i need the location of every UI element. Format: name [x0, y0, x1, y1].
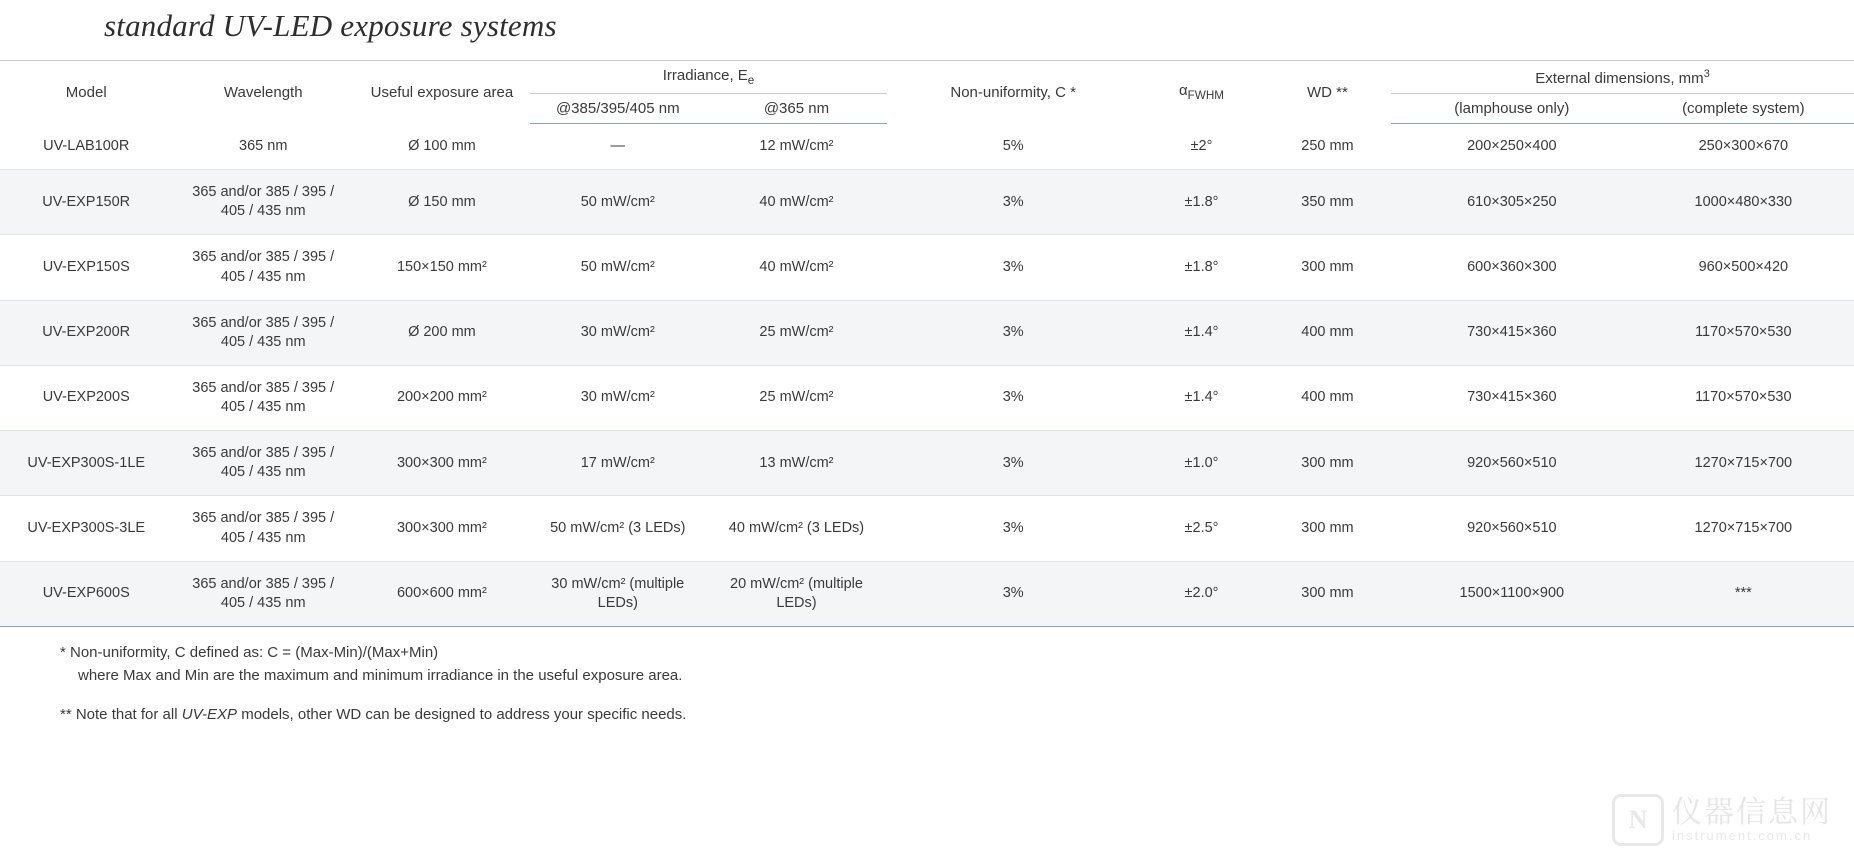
cell-model[interactable]: UV-EXP200R: [0, 300, 172, 365]
header-group-row: [0, 61, 1854, 94]
col-header-ext-lamphouse: (lamphouse only): [1391, 94, 1633, 124]
cell-useful-area: 150×150 mm²: [354, 235, 530, 300]
watermark: [1612, 794, 1832, 846]
col-group-external-dimensions: [1391, 61, 1854, 94]
cell-ext-lamphouse: 600×360×300: [1391, 235, 1633, 300]
cell-afwhm: ±1.8°: [1139, 235, 1264, 300]
table-row: [0, 365, 1854, 430]
cell-irradiance-365: 13 mW/cm²: [706, 431, 888, 496]
cell-wd: 250 mm: [1264, 124, 1391, 170]
cell-wavelength: 365 and/or 385 / 395 / 405 / 435 nm: [172, 235, 354, 300]
cell-wavelength: 365 and/or 385 / 395 / 405 / 435 nm: [172, 496, 354, 561]
cell-irradiance-385: 50 mW/cm²: [530, 235, 706, 300]
cell-irradiance-385: 50 mW/cm²: [530, 170, 706, 235]
footnote-2: [60, 703, 1854, 726]
footnote-2-suffix: models, other WD can be designed to address your specific needs.: [237, 706, 687, 724]
cell-ext-lamphouse: 1500×1100×900: [1391, 561, 1633, 626]
footnote-1-line-2: where Max and Min are the maximum and minimum irradiance in the useful exposure area.: [78, 667, 683, 685]
cell-wavelength: 365 and/or 385 / 395 / 405 / 435 nm: [172, 170, 354, 235]
cell-ext-complete: 1000×480×330: [1633, 170, 1854, 235]
table-row: [0, 431, 1854, 496]
cell-wd: 400 mm: [1264, 300, 1391, 365]
cell-afwhm: ±1.0°: [1139, 431, 1264, 496]
cell-afwhm: ±2.5°: [1139, 496, 1264, 561]
cell-afwhm: ±2.0°: [1139, 561, 1264, 626]
cell-ext-complete: 1170×570×530: [1633, 365, 1854, 430]
cell-useful-area: 200×200 mm²: [354, 365, 530, 430]
cell-wd: 350 mm: [1264, 170, 1391, 235]
cell-irradiance-385: 30 mW/cm²: [530, 300, 706, 365]
afwhm-subscript: FWHM: [1187, 89, 1225, 103]
cell-wavelength: 365 and/or 385 / 395 / 405 / 435 nm: [172, 300, 354, 365]
watermark-english: instrument.com.cn: [1672, 827, 1813, 843]
cell-afwhm: ±1.4°: [1139, 365, 1264, 430]
cell-useful-area: Ø 150 mm: [354, 170, 530, 235]
cell-irradiance-385: 17 mW/cm²: [530, 431, 706, 496]
cell-irradiance-385: 50 mW/cm² (3 LEDs): [530, 496, 706, 561]
cell-ext-complete: 1170×570×530: [1633, 300, 1854, 365]
col-header-ext-complete: (complete system): [1633, 94, 1854, 124]
cell-ext-lamphouse: 730×415×360: [1391, 365, 1633, 430]
cell-irradiance-365: 40 mW/cm²: [706, 170, 888, 235]
external-label: External dimensions, mm: [1535, 69, 1704, 87]
cell-model[interactable]: UV-EXP300S-1LE: [0, 431, 172, 496]
cell-model[interactable]: UV-EXP200S: [0, 365, 172, 430]
cell-wd: 300 mm: [1264, 496, 1391, 561]
cell-ext-complete: 1270×715×700: [1633, 431, 1854, 496]
watermark-logo-icon: N: [1612, 794, 1664, 846]
cell-nonuniformity: 5%: [887, 124, 1139, 170]
cell-wavelength: 365 and/or 385 / 395 / 405 / 435 nm: [172, 365, 354, 430]
cell-ext-lamphouse: 200×250×400: [1391, 124, 1633, 170]
cell-wd: 300 mm: [1264, 561, 1391, 626]
cell-ext-lamphouse: 920×560×510: [1391, 431, 1633, 496]
external-superscript: 3: [1703, 67, 1710, 80]
cell-nonuniformity: 3%: [887, 561, 1139, 626]
cell-nonuniformity: 3%: [887, 300, 1139, 365]
cell-useful-area: Ø 100 mm: [354, 124, 530, 170]
cell-useful-area: 600×600 mm²: [354, 561, 530, 626]
col-header-model: Model: [65, 83, 107, 101]
cell-afwhm: ±2°: [1139, 124, 1264, 170]
col-header-wavelength: Wavelength: [223, 83, 303, 101]
cell-afwhm: ±1.8°: [1139, 170, 1264, 235]
cell-wd: 300 mm: [1264, 235, 1391, 300]
table-row: [0, 300, 1854, 365]
table-head: [0, 61, 1854, 124]
irradiance-label: Irradiance, E: [662, 67, 748, 84]
cell-nonuniformity: 3%: [887, 496, 1139, 561]
table-row: [0, 496, 1854, 561]
col-group-irradiance: [530, 61, 887, 94]
cell-wd: 300 mm: [1264, 431, 1391, 496]
footnote-2-emphasis: UV-EXP: [181, 706, 238, 724]
cell-ext-complete: 960×500×420: [1633, 235, 1854, 300]
table-row: [0, 124, 1854, 170]
table-row: [0, 561, 1854, 626]
cell-irradiance-385: 30 mW/cm²: [530, 365, 706, 430]
footnote-2-prefix: ** Note that for all: [60, 706, 182, 724]
irradiance-subscript: e: [747, 74, 755, 87]
cell-useful-area: 300×300 mm²: [354, 496, 530, 561]
col-header-irradiance-385: @385/395/405 nm: [530, 94, 706, 124]
cell-wavelength: 365 and/or 385 / 395 / 405 / 435 nm: [172, 431, 354, 496]
cell-irradiance-365: 40 mW/cm²: [706, 235, 888, 300]
cell-irradiance-385: 30 mW/cm² (multiple LEDs): [530, 561, 706, 626]
col-header-afwhm: [1139, 61, 1264, 124]
cell-model[interactable]: UV-EXP300S-3LE: [0, 496, 172, 561]
cell-irradiance-365: 12 mW/cm²: [706, 124, 888, 170]
col-header-wd: WD **: [1307, 83, 1348, 101]
cell-model[interactable]: UV-EXP150R: [0, 170, 172, 235]
cell-irradiance-365: 20 mW/cm² (multiple LEDs): [706, 561, 888, 626]
cell-irradiance-365: 25 mW/cm²: [706, 365, 888, 430]
page-title: standard UV-LED exposure systems: [104, 8, 557, 43]
watermark-text: [1672, 797, 1832, 842]
cell-nonuniformity: 3%: [887, 365, 1139, 430]
watermark-chinese: 仪器信息网: [1672, 796, 1832, 830]
cell-wavelength: 365 nm: [172, 124, 354, 170]
cell-model[interactable]: UV-EXP150S: [0, 235, 172, 300]
cell-ext-lamphouse: 610×305×250: [1391, 170, 1633, 235]
cell-model[interactable]: UV-EXP600S: [0, 561, 172, 626]
footnotes: [0, 627, 1854, 727]
table-row: [0, 170, 1854, 235]
col-header-useful-area: Useful exposure area: [370, 83, 514, 101]
cell-useful-area: 300×300 mm²: [354, 431, 530, 496]
cell-model[interactable]: UV-LAB100R: [0, 124, 172, 170]
afwhm-prefix: α: [1178, 82, 1188, 100]
cell-ext-lamphouse: 920×560×510: [1391, 496, 1633, 561]
cell-ext-lamphouse: 730×415×360: [1391, 300, 1633, 365]
cell-wavelength: 365 and/or 385 / 395 / 405 / 435 nm: [172, 561, 354, 626]
cell-irradiance-385: —: [530, 124, 706, 170]
cell-nonuniformity: 3%: [887, 235, 1139, 300]
cell-afwhm: ±1.4°: [1139, 300, 1264, 365]
cell-nonuniformity: 3%: [887, 431, 1139, 496]
table-body: [0, 124, 1854, 627]
cell-wd: 400 mm: [1264, 365, 1391, 430]
footnote-1-line-1: * Non-uniformity, C defined as: C = (Max-Min)/(Max+Min): [60, 643, 439, 661]
cell-nonuniformity: 3%: [887, 170, 1139, 235]
cell-ext-complete: 1270×715×700: [1633, 496, 1854, 561]
table-row: [0, 235, 1854, 300]
col-header-irradiance-365: @365 nm: [706, 94, 888, 124]
cell-ext-complete: ***: [1633, 561, 1854, 626]
cell-irradiance-365: 40 mW/cm² (3 LEDs): [706, 496, 888, 561]
cell-irradiance-365: 25 mW/cm²: [706, 300, 888, 365]
cell-ext-complete: 250×300×670: [1633, 124, 1854, 170]
col-header-nonuniformity: Non-uniformity, C *: [950, 83, 1076, 101]
cell-useful-area: Ø 200 mm: [354, 300, 530, 365]
specifications-table: [0, 60, 1854, 627]
